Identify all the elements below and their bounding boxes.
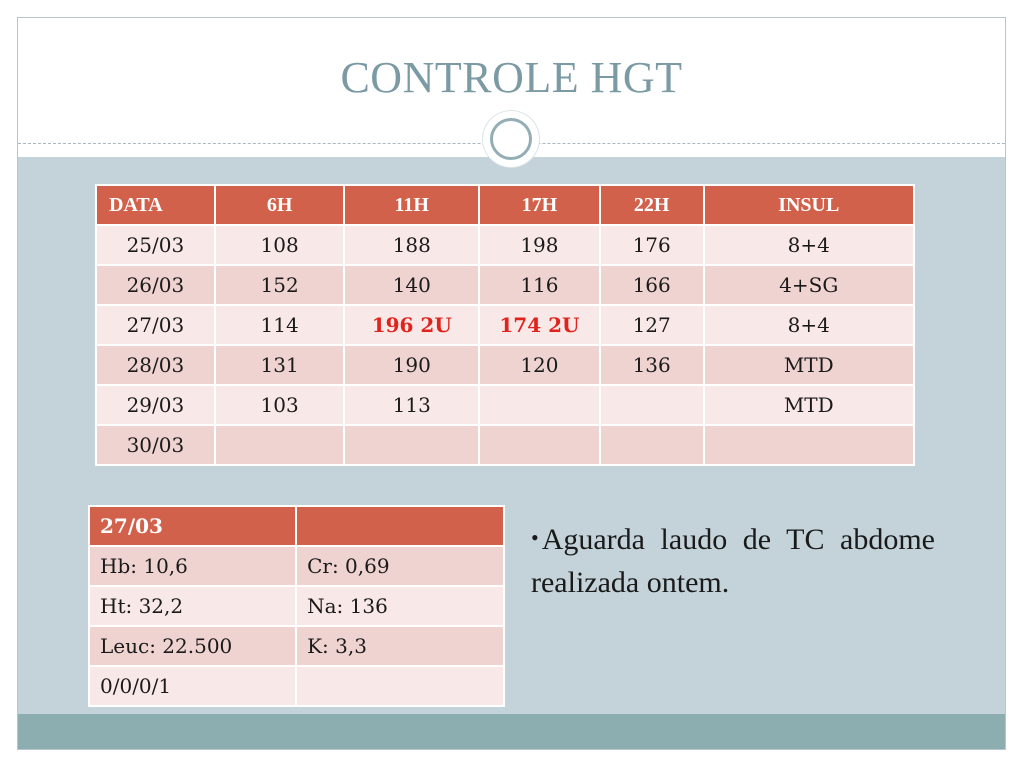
table-cell: 120 [479, 345, 600, 385]
header-cell: DATA [96, 185, 215, 225]
lab-results-table [88, 505, 505, 707]
table-cell-highlighted: 196 2U [344, 305, 479, 345]
table-cell [344, 425, 479, 465]
lab-value: Cr: 0,69 [296, 546, 504, 586]
table-cell [215, 425, 345, 465]
bullet-note [531, 516, 935, 604]
table-row [96, 265, 914, 305]
lab-date-header: 27/03 [89, 506, 296, 546]
table-row [89, 546, 504, 586]
lab-value: K: 3,3 [296, 626, 504, 666]
table-cell: 29/03 [96, 385, 215, 425]
table-cell [600, 385, 704, 425]
lab-value: Leuc: 22.500 [89, 626, 296, 666]
table-cell: 198 [479, 225, 600, 265]
table-cell [479, 425, 600, 465]
table-cell: 116 [479, 265, 600, 305]
table-cell: 140 [344, 265, 479, 305]
table-cell: 108 [215, 225, 345, 265]
table-cell: 25/03 [96, 225, 215, 265]
table-row [89, 586, 504, 626]
table-cell: 113 [344, 385, 479, 425]
hgt-header-row [96, 185, 914, 225]
ring-ornament-icon [483, 111, 539, 167]
table-cell: 114 [215, 305, 345, 345]
table-cell: 8+4 [704, 225, 914, 265]
table-cell [704, 425, 914, 465]
table-cell: MTD [704, 345, 914, 385]
lab-value: Hb: 10,6 [89, 546, 296, 586]
table-cell: 28/03 [96, 345, 215, 385]
table-cell: 8+4 [704, 305, 914, 345]
note-text: Aguarda laudo de TC abdome realizada ontem. [531, 523, 935, 599]
slide-title: CONTROLE HGT [340, 53, 683, 102]
table-cell-highlighted: 174 2U [479, 305, 600, 345]
header-cell: 6H [215, 185, 345, 225]
table-cell: 27/03 [96, 305, 215, 345]
lab-value: 0/0/0/1 [89, 666, 296, 706]
table-cell: 103 [215, 385, 345, 425]
header-cell: 11H [344, 185, 479, 225]
table-row [89, 626, 504, 666]
table-cell: 127 [600, 305, 704, 345]
table-row [96, 345, 914, 385]
lab-value [296, 666, 504, 706]
table-cell: 190 [344, 345, 479, 385]
table-cell: 131 [215, 345, 345, 385]
ring-inner [490, 118, 532, 160]
table-cell: 30/03 [96, 425, 215, 465]
hgt-table [95, 184, 915, 466]
table-row [96, 225, 914, 265]
lab-value: Na: 136 [296, 586, 504, 626]
bullet-icon: • [531, 525, 539, 550]
header-cell: 22H [600, 185, 704, 225]
table-cell: 166 [600, 265, 704, 305]
header-cell: 17H [479, 185, 600, 225]
header-cell: INSUL [704, 185, 914, 225]
table-row [96, 385, 914, 425]
lab-header-cell [296, 506, 504, 546]
footer-bar [18, 714, 1005, 749]
table-cell [479, 385, 600, 425]
table-cell: 188 [344, 225, 479, 265]
slide [17, 17, 1006, 750]
lab-header-row [89, 506, 504, 546]
table-cell: 4+SG [704, 265, 914, 305]
lab-value: Ht: 32,2 [89, 586, 296, 626]
table-cell: 136 [600, 345, 704, 385]
table-cell: 26/03 [96, 265, 215, 305]
table-row [96, 305, 914, 345]
table-cell: MTD [704, 385, 914, 425]
table-cell: 176 [600, 225, 704, 265]
table-cell [600, 425, 704, 465]
table-row [96, 425, 914, 465]
table-row [89, 666, 504, 706]
table-cell: 152 [215, 265, 345, 305]
